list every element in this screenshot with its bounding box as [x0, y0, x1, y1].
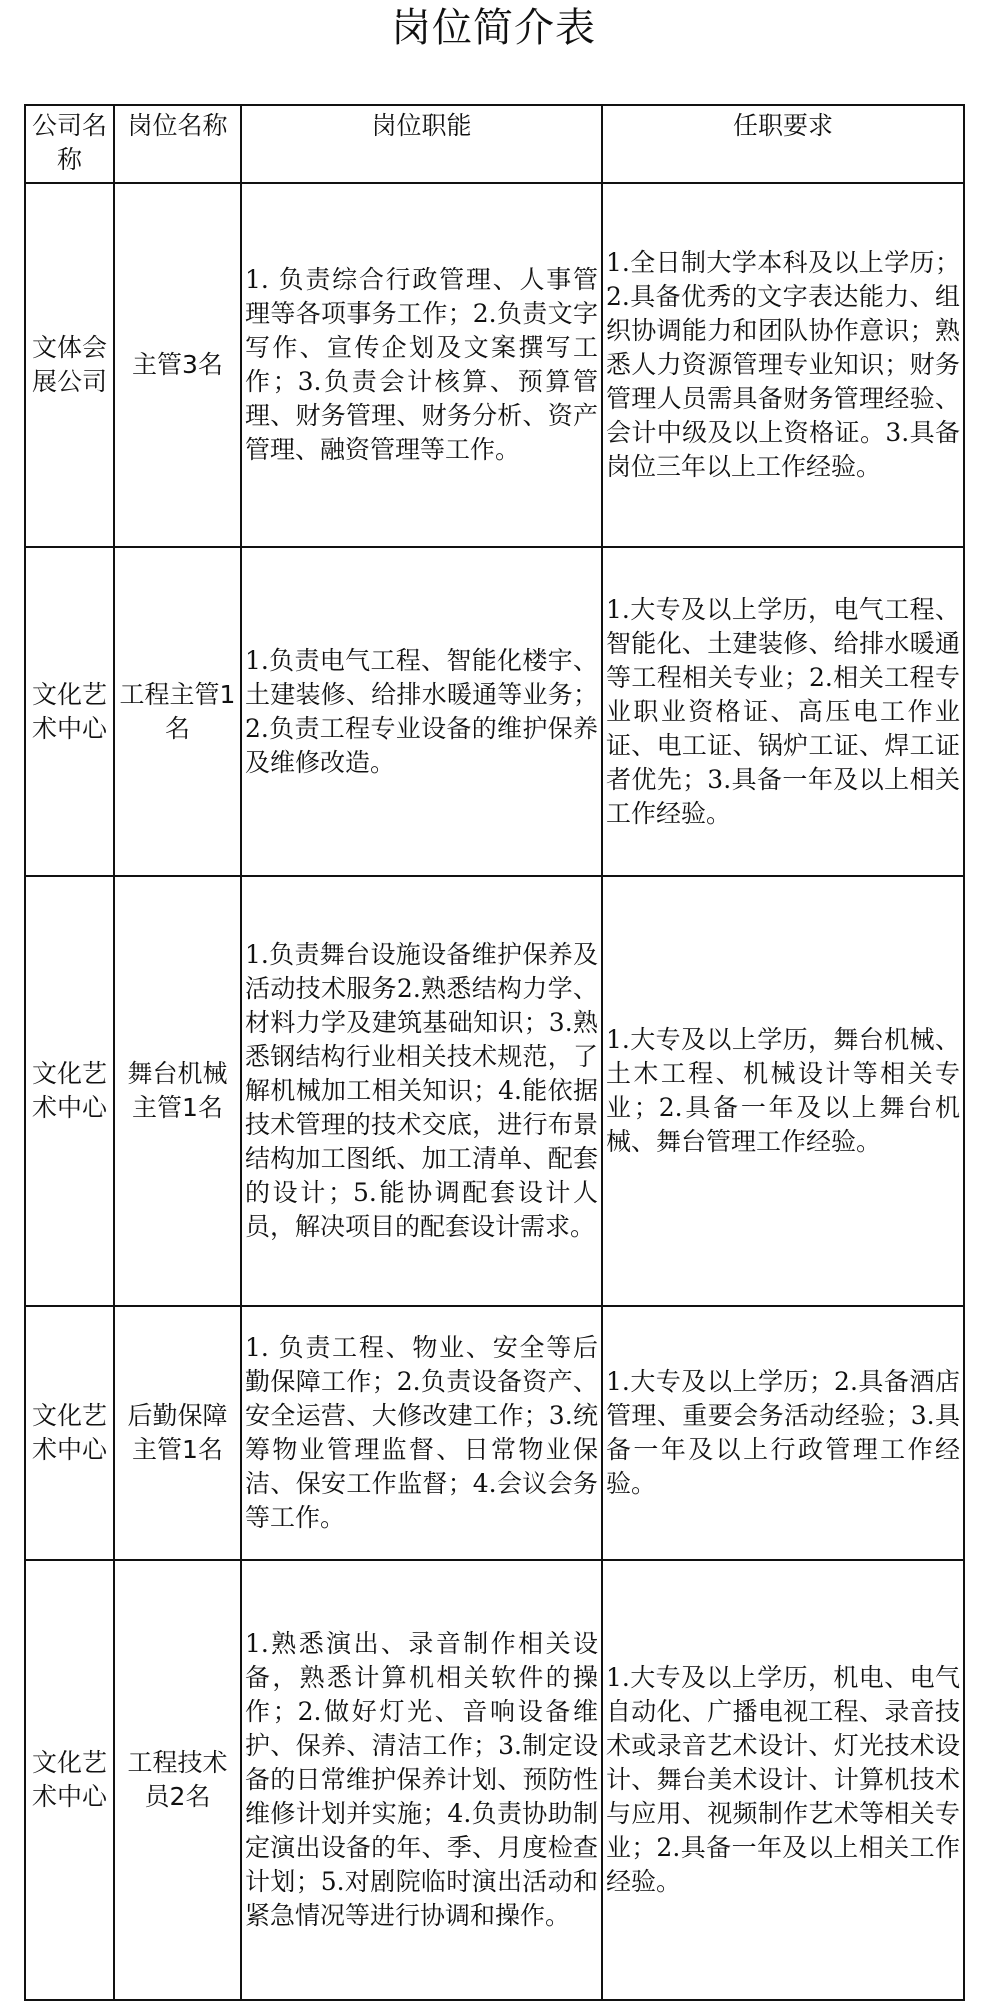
- cell-company: 文化艺术中心: [25, 876, 114, 1306]
- cell-duties: 1. 负责综合行政管理、人事管理等各项事务工作；2.负责文字写作、宣传企划及文案撰写工作；3.负责会计核算、预算管理、财务管理、财务分析、资产管理、融资管理等工作。: [241, 183, 602, 547]
- cell-duties: 1.熟悉演出、录音制作相关设备，熟悉计算机相关软件的操作；2.做好灯光、音响设备维护、保养、清洁工作；3.制定设备的日常维护保养计划、预防性维修计划并实施；4.负责协助制定演出设备的年、季、月度检查计划；5.对剧院临时演出活动和紧急情况等进行协调和操作。: [241, 1560, 602, 2000]
- cell-requirements: 1.大专及以上学历，电气工程、智能化、土建装修、给排水暖通等工程相关专业；2.相关工程专业职业资格证、高压电工作业证、电工证、锅炉工证、焊工证者优先；3.具备一年及以上相关工作经验。: [602, 547, 964, 876]
- cell-position: 工程主管1名: [114, 547, 241, 876]
- table-row: [25, 183, 964, 547]
- cell-requirements: 1.大专及以上学历，机电、电气自动化、广播电视工程、录音技术或录音艺术设计、灯光技术设计、舞台美术设计、计算机技术与应用、视频制作艺术等相关专业；2.具备一年及以上相关工作经验。: [602, 1560, 964, 2000]
- cell-company: 文体会展公司: [25, 183, 114, 547]
- cell-requirements: 1.大专及以上学历；2.具备酒店管理、重要会务活动经验；3.具备一年及以上行政管理工作经验。: [602, 1306, 964, 1560]
- table-row: [25, 876, 964, 1306]
- cell-requirements: 1.大专及以上学历，舞台机械、土木工程、机械设计等相关专业；2.具备一年及以上舞台机械、舞台管理工作经验。: [602, 876, 964, 1306]
- cell-position: 后勤保障主管1名: [114, 1306, 241, 1560]
- cell-company: 文化艺术中心: [25, 547, 114, 876]
- header-duties: 岗位职能: [241, 105, 602, 183]
- cell-duties: 1.负责舞台设施设备维护保养及活动技术服务2.熟悉结构力学、材料力学及建筑基础知识；3.熟悉钢结构行业相关技术规范，了解机械加工相关知识；4.能依据技术管理的技术交底，进行布景结构加工图纸、加工清单、配套的设计；5.能协调配套设计人员，解决项目的配套设计需求。: [241, 876, 602, 1306]
- job-table: [24, 104, 965, 2001]
- cell-position: 工程技术员2名: [114, 1560, 241, 2000]
- table-header-row: [25, 105, 964, 183]
- table-row: [25, 1560, 964, 2000]
- header-company: 公司名称: [25, 105, 114, 183]
- cell-position: 舞台机械主管1名: [114, 876, 241, 1306]
- table-row: [25, 547, 964, 876]
- cell-company: 文化艺术中心: [25, 1306, 114, 1560]
- cell-company: 文化艺术中心: [25, 1560, 114, 2000]
- cell-requirements: 1.全日制大学本科及以上学历；2.具备优秀的文字表达能力、组织协调能力和团队协作意识；熟悉人力资源管理专业知识；财务管理人员需具备财务管理经验、会计中级及以上资格证。3.具备岗位三年以上工作经验。: [602, 183, 964, 547]
- table-row: [25, 1306, 964, 1560]
- cell-position: 主管3名: [114, 183, 241, 547]
- cell-duties: 1. 负责工程、物业、安全等后勤保障工作；2.负责设备资产、安全运营、大修改建工作；3.统筹物业管理监督、日常物业保洁、保安工作监督；4.会议会务等工作。: [241, 1306, 602, 1560]
- header-position: 岗位名称: [114, 105, 241, 183]
- cell-duties: 1.负责电气工程、智能化楼宇、土建装修、给排水暖通等业务；2.负责工程专业设备的维护保养及维修改造。: [241, 547, 602, 876]
- page-title: 岗位简介表: [391, 5, 596, 51]
- header-requirements: 任职要求: [602, 105, 964, 183]
